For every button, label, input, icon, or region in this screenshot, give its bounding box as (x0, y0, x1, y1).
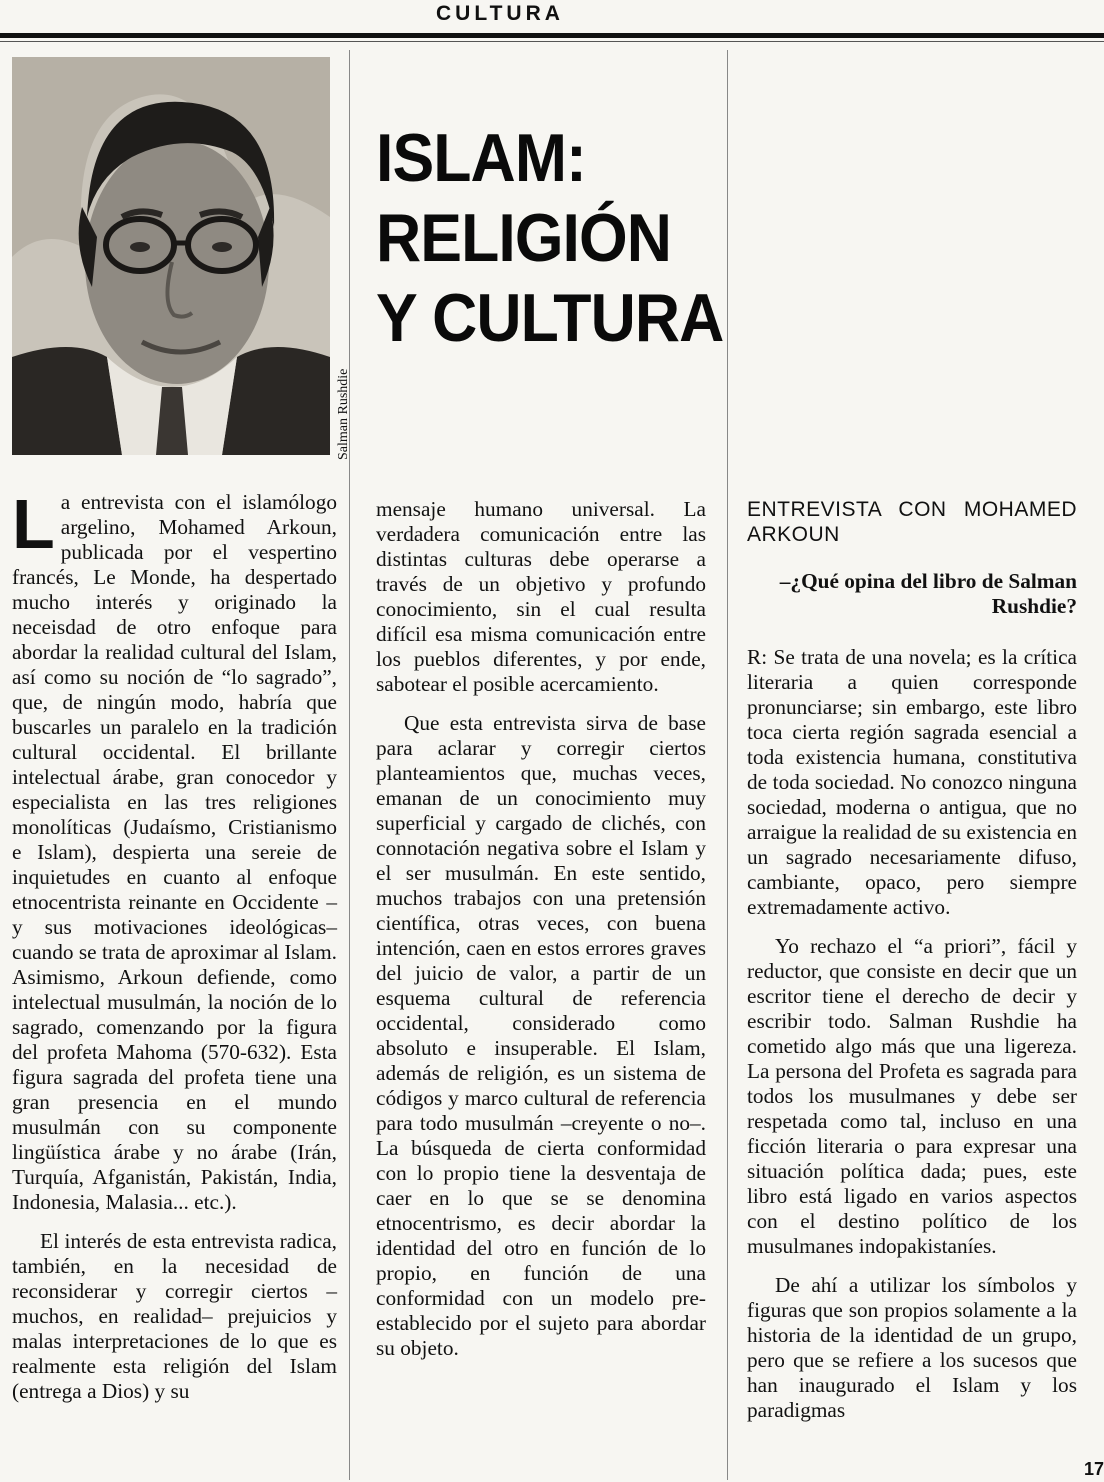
header-rule-thin (0, 41, 1104, 42)
page-number: 17 (1083, 1459, 1104, 1479)
headline (376, 118, 723, 358)
header-rule (0, 33, 1104, 38)
article-column-2 (376, 497, 706, 1375)
article-paragraph: Yo rechazo el “a priori”, fácil y reductor, que consiste en decir que un escritor tiene el derecho de decir y escribir todo. Salman Rushdie ha cometido algo más que una ligereza. La persona del Profeta es sagrada para todos los musulmanes y debe ser respetada como tal, incluso en una ficción literaria o para expresar una situación política dada; pues, este libro está ligado en varios aspectos con el destino político de los musulmanes indopakistaníes. (747, 934, 1077, 1258)
author-photo (12, 57, 330, 455)
column-divider (727, 50, 728, 1480)
column-divider (349, 50, 350, 1480)
article-paragraph: mensaje humano universal. La verdadera comunicación entre las distintas culturas debe operarse a través de un objetivo y profundo conocimiento, sin el cual resulta difícil esa misma comunicación entre los pueblos diferentes, y por ende, sabotear el posible acercamiento. (376, 497, 706, 696)
photo-caption: Salman Rushdie (336, 368, 351, 460)
article-paragraph: R: Se trata de una novela; es la crítica literaria a quien corresponde pronunciarse; sin embargo, este libro toca cierta región sagrada esencial a toda existencia humana, constitutiva de toda sociedad. No conozco ninguna sociedad, moderna o antigua, que no arraigue la realidad de su existencia en un sagrado necesariamente difuso, cambiante, opaco, pero siempre extremadamente activo. (747, 645, 1077, 919)
interview-heading: ENTREVISTA CON MOHAMED ARKOUN (747, 498, 1077, 546)
article-column-1 (12, 485, 337, 1418)
article-paragraph: De ahí a utilizar los símbolos y figuras que son propios solamente a la historia de la identidad de un grupo, pero que se refiere a los sucesos que han inaugurado el Islam y los paradigmas (747, 1273, 1077, 1422)
article-column-3 (747, 497, 1077, 1437)
article-paragraph (12, 485, 337, 1215)
headline-line: ISLAM: (376, 120, 586, 196)
section-label: CULTURA (436, 2, 564, 25)
drop-cap: L (12, 485, 55, 563)
interview-question: –¿Qué opina del libro de Salman Rushdie? (779, 569, 1077, 618)
headline-line: Y CULTURA (376, 280, 724, 356)
paragraph-text: a entrevista con el islamólogo argelino, Mohamed Arkoun, publicada por el vespertino francés, Le Monde, ha despertado mucho interés y originado la neceisdad de otro enfoque para abordar la realidad cultural del Islam, así como su noción de “lo sagrado”, que, de ningún modo, habría que buscarles un paralelo en la tradición cultural occidental. El brillante intelectual árabe, gran conocedor y especialista en las tres religiones monolíticas (Judaísmo, Cristianismo e Islam), despierta una sereie de inquietudes en cuanto al enfoque etnocentrista reinante en Occidente –y sus motivaciones ideológicas– cuando se trata de aproximar al Islam. Asimismo, Arkoun defiende, como intelectual musulmán, la noción de lo sagrado, comenzando por la figura del profeta Mahoma (570-632). Esta figura sagrada del profeta tiene una gran presencia en el mundo musulmán con su componente lingüística árabe y no árabe (Irán, Turquía, Afganistán, Pakistán, India, Indonesia, Malasia... etc.). (12, 490, 337, 1214)
article-paragraph: Que esta entrevista sirva de base para aclarar y corregir ciertos planteamientos que, muchas veces, emanan de un conocimiento muy superficial y cargado de clichés, con connotación negativa sobre el Islam y el ser musulmán. En este sentido, muchos trabajos con una pretensión científica, otras veces, con buena intención, caen en estos errores graves del juicio de valor, a partir de un esquema cultural de referencia occidental, considerado como absoluto e insuperable. El Islam, además de religión, es un sistema de códigos y marco cultural de referencia para todo musulmán –creyente o no–. La búsqueda de cierta conformidad con lo propio tiene la desventaja de caer en lo que se se denomina etnocentrismo, es decir abordar la identidad del otro en función de lo propio, en función de una conformidad con un modelo pre-establecido por el sujeto para abordar su objeto. (376, 711, 706, 1360)
headline-line: RELIGIÓN (376, 200, 672, 276)
article-paragraph: El interés de esta entrevista radica, también, en la necesidad de reconsiderar y corregir ciertos –muchos, en realidad– prejuicios y malas interpretaciones de lo que es realmente esta religión del Islam (entrega a Dios) y su (12, 1229, 337, 1403)
